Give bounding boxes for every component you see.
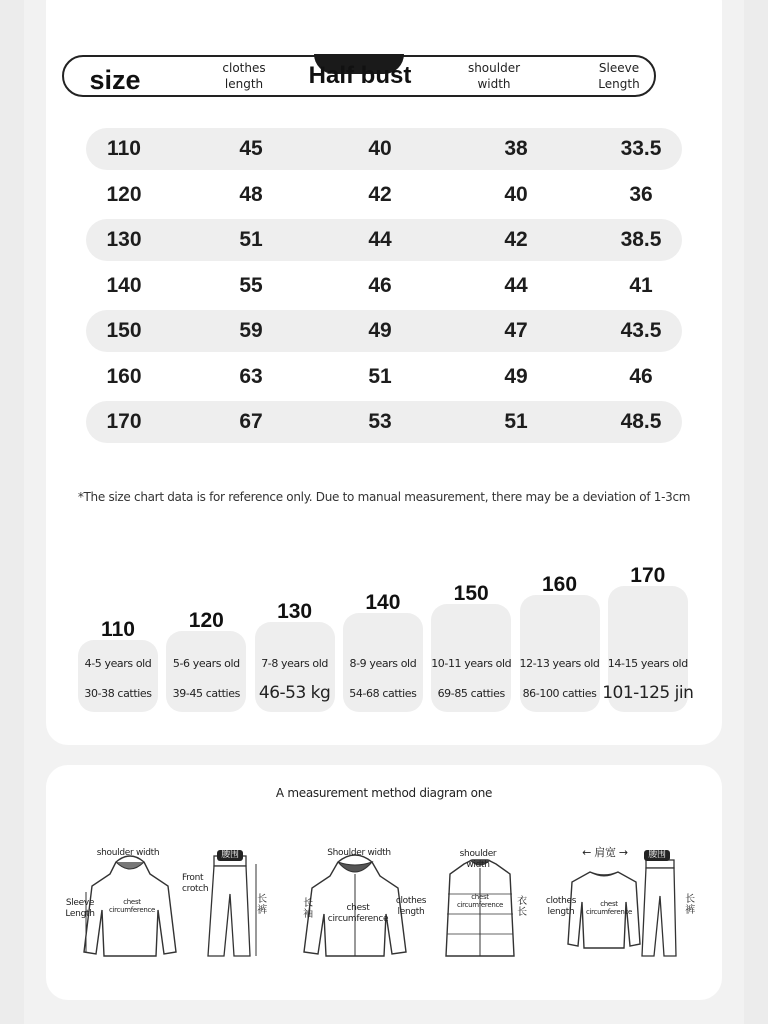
jacket-sleeve-label: 长袖 <box>303 898 313 920</box>
size-row <box>86 219 682 261</box>
size-chart-header <box>62 55 656 97</box>
age-label: 5-6 years old <box>172 657 240 670</box>
sweatpants-figure <box>640 856 680 960</box>
vest-length-label: 衣长 <box>517 896 527 918</box>
size-cell-sleeve: 43.5 <box>620 319 662 342</box>
age-label: 7-8 years old <box>261 657 328 670</box>
disclaimer: *The size chart data is for reference only. Due to manual measurement, there may be a deviation of 1-3cm <box>77 490 691 504</box>
pants-length-label: 长裤 <box>257 894 267 916</box>
size-cell-sleeve: 48.5 <box>620 410 662 433</box>
size-cell-bust: 46 <box>368 273 392 297</box>
size-cell-bust: 53 <box>368 410 392 433</box>
size-row <box>86 265 682 307</box>
size-cell-length: 48 <box>239 182 263 206</box>
size-cell-sleeve: 38.5 <box>620 228 662 251</box>
age-size-number: 120 <box>188 609 224 632</box>
size-cell-size: 170 <box>106 410 142 433</box>
jacket-length-label: clothes length <box>395 896 427 917</box>
header-shoulder-width: shoulder width <box>467 61 521 91</box>
age-size-number: 170 <box>630 564 666 587</box>
size-row <box>86 128 682 170</box>
size-cell-shoulder: 42 <box>504 228 528 251</box>
header-sleeve-length: Sleeve Length <box>598 61 640 91</box>
weight-label: 39-45 catties <box>172 687 240 700</box>
sweatpants-length-label: 长裤 <box>685 894 695 916</box>
age-label: 12-13 years old <box>519 657 600 670</box>
size-cell-length: 63 <box>239 364 263 388</box>
size-cell-sleeve: 36 <box>629 182 653 206</box>
age-size-number: 160 <box>541 573 578 596</box>
size-cell-size: 150 <box>106 319 142 342</box>
hoodie-sleeve-label: Sleeve Length <box>65 898 95 919</box>
sweater-shoulder-label: ← 肩宽 → <box>582 846 628 859</box>
sweater-chest-label: chest circumference <box>585 900 633 916</box>
hoodie-chest-label: chest circumference <box>108 898 156 914</box>
size-cell-length: 51 <box>239 228 263 251</box>
size-cell-size: 120 <box>106 182 142 206</box>
header-size: size <box>89 64 141 95</box>
hoodie-shoulder-label: shoulder width <box>96 848 160 858</box>
weight-label: 30-38 catties <box>84 687 152 700</box>
size-row <box>86 356 682 398</box>
weight-label: 54-68 catties <box>349 687 417 700</box>
size-row <box>86 174 682 216</box>
age-size-number: 150 <box>453 582 489 605</box>
size-cell-size: 130 <box>106 228 142 251</box>
size-cell-shoulder: 38 <box>504 137 528 160</box>
size-cell-length: 67 <box>239 410 263 433</box>
age-label: 8-9 years old <box>349 657 417 670</box>
weight-label: 86-100 catties <box>522 687 597 700</box>
header-half-bust: Half bust <box>308 62 412 89</box>
jacket-shoulder-label: Shoulder width <box>327 848 391 858</box>
size-cell-bust: 44 <box>368 228 392 251</box>
weight-label: 46-53 kg <box>258 683 331 703</box>
size-cell-sleeve: 41 <box>629 273 653 297</box>
age-label: 14-15 years old <box>607 657 688 670</box>
size-row <box>86 310 682 352</box>
diagram-title: A measurement method diagram one <box>275 786 493 800</box>
size-cell-sleeve: 33.5 <box>620 137 662 160</box>
vest-chest-label: chest circumference <box>456 893 504 909</box>
age-label: 4-5 years old <box>84 657 152 670</box>
size-cell-bust: 51 <box>368 364 392 388</box>
size-cell-size: 110 <box>107 137 141 160</box>
age-size-number: 130 <box>277 600 313 623</box>
size-cell-shoulder: 40 <box>504 182 528 206</box>
size-cell-length: 55 <box>239 273 263 297</box>
size-cell-bust: 42 <box>368 182 392 206</box>
size-cell-bust: 40 <box>368 137 392 160</box>
age-size-box <box>78 640 158 712</box>
size-cell-sleeve: 46 <box>629 364 653 388</box>
size-cell-shoulder: 51 <box>504 410 528 433</box>
weight-label: 69-85 catties <box>437 687 505 700</box>
vest-shoulder-label: shoulder width <box>459 849 497 870</box>
pants-waist-label: 腰围 <box>217 850 243 861</box>
age-size-number: 110 <box>101 618 135 641</box>
sweater-length-label: clothes length <box>545 896 577 917</box>
sweater-waist-label: 腰围 <box>644 850 670 861</box>
size-cell-size: 160 <box>106 364 142 388</box>
age-label: 10-11 years old <box>431 657 512 670</box>
pants-crotch-label: Front crotch <box>182 873 209 894</box>
size-row <box>86 401 682 443</box>
weight-label: 101-125 jin <box>602 683 694 703</box>
size-cell-shoulder: 49 <box>504 364 528 388</box>
pants-figure <box>200 850 258 960</box>
jacket-chest-label: chest circumference <box>327 903 389 924</box>
header-clothes-length: clothes length <box>222 61 266 91</box>
size-cell-bust: 49 <box>368 319 392 342</box>
size-cell-shoulder: 47 <box>504 319 528 342</box>
size-cell-shoulder: 44 <box>504 273 528 297</box>
size-cell-length: 45 <box>239 137 263 160</box>
age-size-number: 140 <box>365 591 401 614</box>
size-cell-size: 140 <box>106 273 142 297</box>
size-cell-length: 59 <box>239 319 263 342</box>
vest-figure <box>440 858 520 962</box>
